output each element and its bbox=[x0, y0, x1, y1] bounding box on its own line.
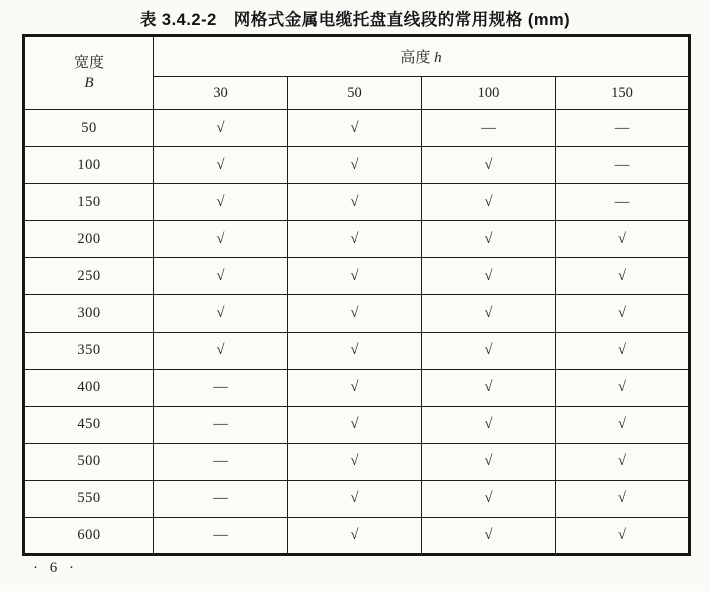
table-row bbox=[24, 369, 690, 406]
table-title: 表 3.4.2-2 网格式金属电缆托盘直线段的常用规格 (mm) bbox=[139, 11, 571, 29]
check-mark: √ bbox=[422, 295, 556, 332]
height-symbol: h bbox=[434, 50, 442, 66]
table-row bbox=[24, 221, 690, 258]
header-row-top bbox=[24, 36, 690, 77]
table-row bbox=[24, 295, 690, 332]
table-row bbox=[24, 406, 690, 443]
check-mark: √ bbox=[422, 443, 556, 480]
width-value: 100 bbox=[24, 147, 154, 184]
dash-mark: — bbox=[154, 369, 288, 406]
height-col-100: 100 bbox=[422, 77, 556, 110]
check-mark: √ bbox=[422, 332, 556, 369]
dash-mark: — bbox=[154, 406, 288, 443]
table-body bbox=[24, 110, 690, 555]
width-label: 宽度 bbox=[73, 54, 104, 71]
width-value: 500 bbox=[24, 443, 154, 480]
check-mark: √ bbox=[422, 406, 556, 443]
page-number: · 6 · bbox=[33, 560, 78, 576]
table-row bbox=[24, 110, 690, 147]
check-mark: √ bbox=[154, 295, 288, 332]
width-value: 50 bbox=[24, 110, 154, 147]
check-mark: √ bbox=[288, 369, 422, 406]
check-mark: √ bbox=[422, 147, 556, 184]
width-value: 450 bbox=[24, 406, 154, 443]
dash-mark: — bbox=[556, 184, 690, 221]
check-mark: √ bbox=[422, 480, 556, 517]
check-mark: √ bbox=[288, 110, 422, 147]
width-value: 400 bbox=[24, 369, 154, 406]
check-mark: √ bbox=[556, 480, 690, 517]
check-mark: √ bbox=[422, 369, 556, 406]
check-mark: √ bbox=[422, 221, 556, 258]
width-value: 600 bbox=[24, 518, 154, 555]
check-mark: √ bbox=[556, 258, 690, 295]
check-mark: √ bbox=[288, 406, 422, 443]
table-row bbox=[24, 518, 690, 555]
check-mark: √ bbox=[556, 518, 690, 555]
width-value: 250 bbox=[24, 258, 154, 295]
width-value: 350 bbox=[24, 332, 154, 369]
check-mark: √ bbox=[422, 518, 556, 555]
dash-mark: — bbox=[154, 480, 288, 517]
table-header bbox=[24, 36, 690, 110]
table-row bbox=[24, 258, 690, 295]
dash-mark: — bbox=[154, 518, 288, 555]
check-mark: √ bbox=[556, 332, 690, 369]
check-mark: √ bbox=[154, 110, 288, 147]
check-mark: √ bbox=[288, 221, 422, 258]
check-mark: √ bbox=[556, 369, 690, 406]
check-mark: √ bbox=[154, 184, 288, 221]
check-mark: √ bbox=[154, 332, 288, 369]
check-mark: √ bbox=[288, 184, 422, 221]
height-col-30: 30 bbox=[154, 77, 288, 110]
check-mark: √ bbox=[154, 221, 288, 258]
table-row bbox=[24, 443, 690, 480]
width-value: 150 bbox=[24, 184, 154, 221]
dash-mark: — bbox=[556, 110, 690, 147]
check-mark: √ bbox=[556, 406, 690, 443]
height-col-150: 150 bbox=[556, 77, 690, 110]
check-mark: √ bbox=[288, 443, 422, 480]
dash-mark: — bbox=[556, 147, 690, 184]
spec-table bbox=[22, 34, 691, 556]
check-mark: √ bbox=[288, 480, 422, 517]
height-col-50: 50 bbox=[288, 77, 422, 110]
table-row bbox=[24, 332, 690, 369]
table-row bbox=[24, 184, 690, 221]
width-header-cell bbox=[24, 36, 154, 110]
check-mark: √ bbox=[288, 258, 422, 295]
table-row bbox=[24, 480, 690, 517]
height-header-cell bbox=[154, 36, 690, 77]
check-mark: √ bbox=[288, 332, 422, 369]
check-mark: √ bbox=[154, 258, 288, 295]
check-mark: √ bbox=[556, 295, 690, 332]
check-mark: √ bbox=[288, 147, 422, 184]
table-row bbox=[24, 147, 690, 184]
check-mark: √ bbox=[422, 258, 556, 295]
check-mark: √ bbox=[288, 295, 422, 332]
check-mark: √ bbox=[556, 221, 690, 258]
height-label: 高度 bbox=[400, 50, 431, 66]
check-mark: √ bbox=[556, 443, 690, 480]
check-mark: √ bbox=[422, 184, 556, 221]
check-mark: √ bbox=[288, 518, 422, 555]
check-mark: √ bbox=[154, 147, 288, 184]
dash-mark: — bbox=[154, 443, 288, 480]
width-symbol: B bbox=[84, 75, 94, 91]
width-value: 200 bbox=[24, 221, 154, 258]
width-value: 300 bbox=[24, 295, 154, 332]
dash-mark: — bbox=[422, 110, 556, 147]
width-value: 550 bbox=[24, 480, 154, 517]
